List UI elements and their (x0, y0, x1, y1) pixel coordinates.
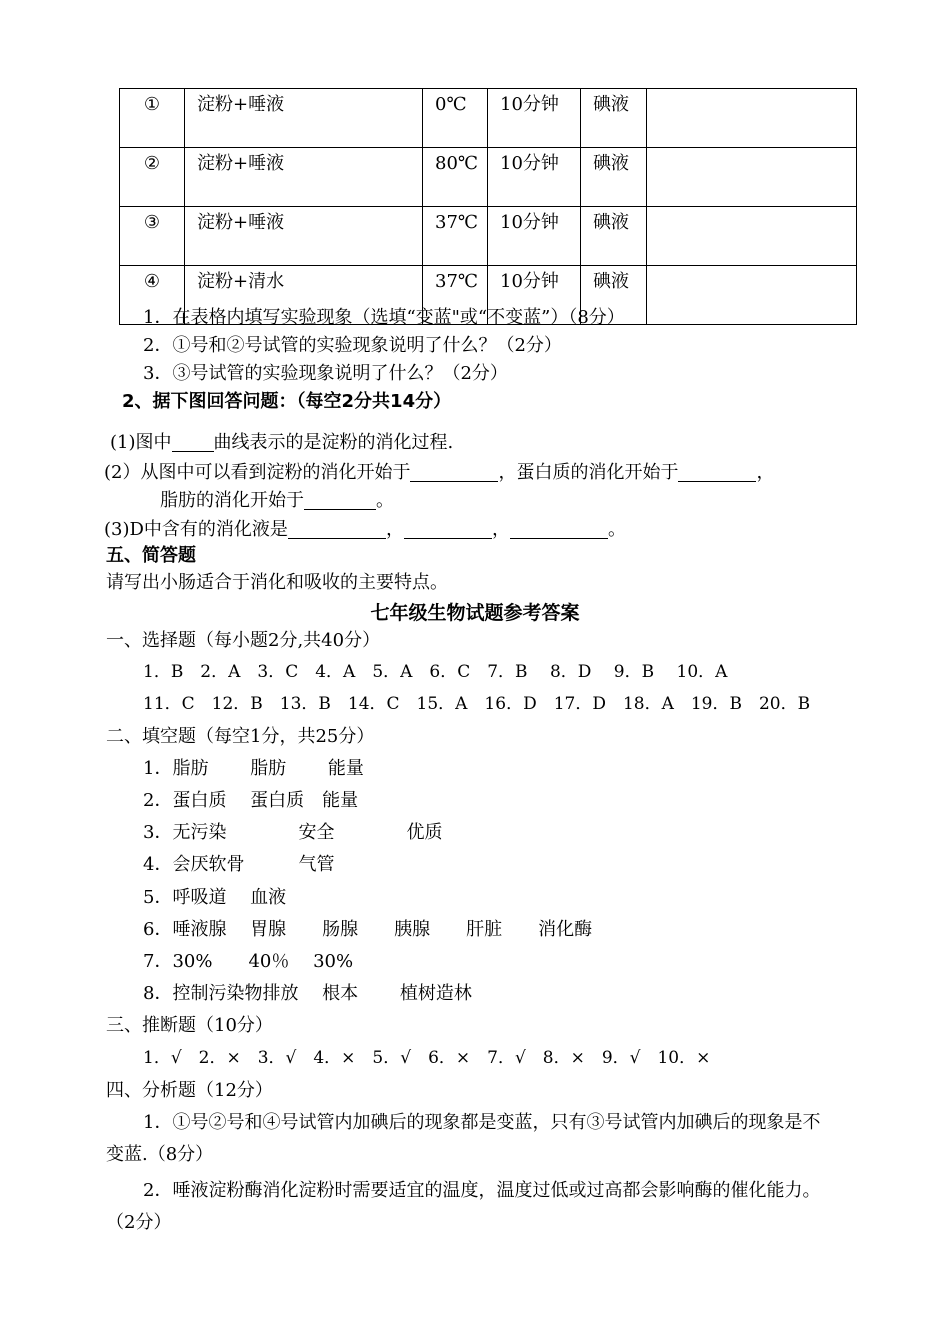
fill-text: ， (385, 519, 404, 540)
fill-text: (1)图中 (110, 432, 172, 453)
material-cell: 淀粉+唾液 (185, 148, 423, 207)
answer-blank[interactable] (510, 520, 608, 539)
answer-row: 11．C 12．B 13．B 14．C 15．A 16．D 17．D 18．A 19．B 20．B (143, 694, 811, 714)
fill-line-4 (104, 520, 626, 539)
result-cell (647, 266, 857, 325)
time-cell: 10分钟 (488, 89, 581, 148)
answer-paragraph: 变蓝.（8分） (106, 1144, 214, 1165)
temperature-cell: 37℃ (423, 207, 488, 266)
fill-line-1 (110, 433, 453, 452)
table-row (120, 207, 857, 266)
answer-paragraph: 2．唾液淀粉酶消化淀粉时需要适宜的温度，温度过低或过高都会影响酶的催化能力。 (143, 1180, 821, 1201)
temperature-cell: 37℃ (423, 266, 488, 325)
tube-number: ① (120, 89, 185, 148)
reagent-cell: 碘液 (581, 207, 647, 266)
time-cell: 10分钟 (488, 207, 581, 266)
answer-item: 2．蛋白质 蛋白质 能量 (143, 790, 359, 811)
fill-text: ， (756, 462, 775, 483)
fill-line-3 (160, 491, 394, 510)
answer-row: 1．B 2．A 3．C 4．A 5．A 6．C 7．B 8．D 9．B 10．A (143, 662, 728, 682)
answer-blank[interactable] (404, 520, 492, 539)
question-item: 1．在表格内填写实验现象（选填“变蓝"或“不变蓝”）（8分） (143, 307, 625, 328)
time-cell: 10分钟 (488, 266, 581, 325)
question-heading: 2、据下图回答问题：（每空2分共14分） (122, 391, 452, 412)
section-heading: 二、填空题（每空1分，共25分） (106, 726, 375, 747)
fill-text: 脂肪的消化开始于 (160, 490, 304, 511)
answer-item: 1．脂肪 脂肪 能量 (143, 758, 364, 779)
answer-item: 3．无污染 安全 优质 (143, 822, 443, 843)
answer-item: 6．唾液腺 胃腺 肠腺 胰腺 肝脏 消化酶 (143, 919, 593, 940)
section-heading: 五、简答题 (106, 545, 196, 566)
answer-paragraph: （2分） (106, 1212, 172, 1233)
fill-text: 曲线表示的是淀粉的消化过程. (213, 432, 454, 453)
fill-text: (3)D中含有的消化液是 (104, 519, 288, 540)
answer-item: 7．30% 40％ 30% (143, 951, 354, 972)
material-cell: 淀粉+唾液 (185, 207, 423, 266)
tube-number: ④ (120, 266, 185, 325)
question-item: 3．③号试管的实验现象说明了什么？（2分） (143, 363, 508, 384)
answer-blank[interactable] (678, 463, 756, 482)
result-cell (647, 148, 857, 207)
reagent-cell: 碘液 (581, 89, 647, 148)
result-cell (647, 207, 857, 266)
answer-blank[interactable] (288, 520, 386, 539)
temperature-cell: 80℃ (423, 148, 488, 207)
answer-blank[interactable] (410, 463, 498, 482)
fill-text: 。 (376, 490, 394, 511)
fill-line-2 (104, 463, 774, 482)
answer-row: 1．√ 2．× 3．√ 4．× 5．√ 6．× 7．√ 8．× 9．√ 10．× (143, 1048, 711, 1068)
reagent-cell: 碘液 (581, 266, 647, 325)
answer-item: 5．呼吸道 血液 (143, 887, 287, 908)
answer-item: 8．控制污染物排放 根本 植树造林 (143, 983, 472, 1004)
result-cell (647, 89, 857, 148)
answer-blank[interactable] (304, 491, 376, 510)
experiment-table (119, 88, 857, 328)
reagent-cell: 碘液 (581, 148, 647, 207)
section-heading: 四、分析题（12分） (106, 1080, 273, 1101)
question-text: 请写出小肠适合于消化和吸收的主要特点。 (106, 572, 448, 593)
fill-text: (2）从图中可以看到淀粉的消化开始于 (104, 462, 411, 483)
tube-number: ③ (120, 207, 185, 266)
question-item: 2．①号和②号试管的实验现象说明了什么？（2分） (143, 335, 562, 356)
time-cell: 10分钟 (488, 148, 581, 207)
tube-number: ② (120, 148, 185, 207)
experiment-table-body (120, 89, 857, 328)
fill-text: ，蛋白质的消化开始于 (498, 462, 679, 483)
material-cell: 淀粉+唾液 (185, 89, 423, 148)
answer-blank[interactable] (172, 433, 214, 452)
table-row (120, 89, 857, 148)
answer-paragraph: 1．①号②号和④号试管内加碘后的现象都是变蓝，只有③号试管内加碘后的现象是不 (143, 1112, 821, 1133)
section-heading: 三、推断题（10分） (106, 1015, 273, 1036)
temperature-cell: 0℃ (423, 89, 488, 148)
answer-item: 4．会厌软骨 气管 (143, 854, 335, 875)
fill-text: ， (491, 519, 510, 540)
answers-title: 七年级生物试题参考答案 (370, 602, 580, 624)
table-row (120, 148, 857, 207)
section-heading: 一、选择题（每小题2分,共40分） (106, 630, 381, 651)
material-cell: 淀粉+清水 (185, 266, 423, 325)
fill-text: 。 (607, 519, 626, 540)
